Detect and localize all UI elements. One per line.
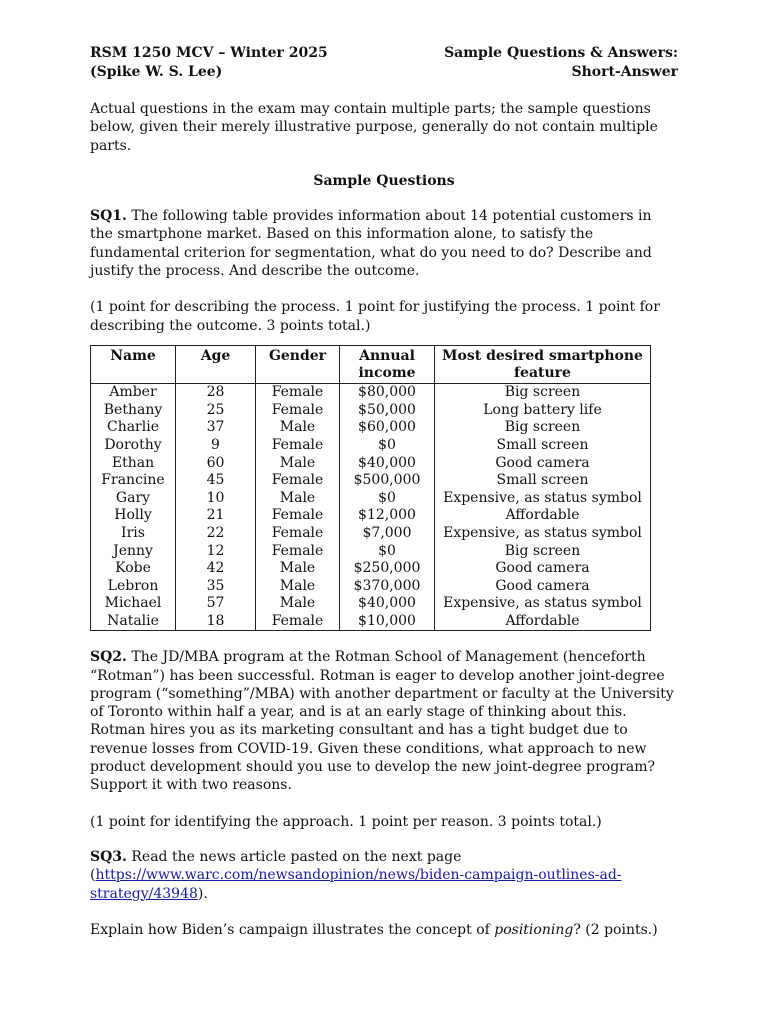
cell-income: $7,000 (340, 525, 435, 543)
cell-gender: Female (256, 525, 340, 543)
intro-paragraph: Actual questions in the exam may contain multiple parts; the sample questions below, given their merely illustrative purpose, generally do not contain multiple parts. (90, 101, 658, 154)
sq3-question-term: positioning (494, 921, 574, 938)
table-row (91, 507, 651, 525)
sq2-points: (1 point for identifying the approach. 1 point per reason. 3 points total.) (90, 813, 602, 830)
table-row (91, 613, 651, 631)
document-title: Sample Questions & Answers: (444, 45, 678, 61)
cell-feature: Expensive, as status symbol (435, 525, 651, 543)
cell-income: $40,000 (340, 595, 435, 613)
table-row (91, 437, 651, 455)
sq1-label: SQ1. (90, 208, 127, 225)
sq3-label: SQ3. (90, 848, 127, 865)
cell-income: $370,000 (340, 578, 435, 596)
cell-name: Kobe (91, 560, 176, 578)
cell-name: Dorothy (91, 437, 176, 455)
cell-income: $10,000 (340, 613, 435, 631)
cell-income: $0 (340, 437, 435, 455)
sq3-question (90, 921, 678, 939)
cell-age: 57 (176, 595, 256, 613)
table-row (91, 383, 651, 401)
cell-age: 60 (176, 454, 256, 472)
cell-income: $80,000 (340, 383, 435, 401)
header-age: Age (176, 345, 256, 383)
cell-income: $50,000 (340, 402, 435, 420)
cell-income: $60,000 (340, 419, 435, 437)
cell-gender: Female (256, 472, 340, 490)
cell-name: Jenny (91, 542, 176, 560)
table-row (91, 454, 651, 472)
cell-age: 37 (176, 419, 256, 437)
sq1-paragraph (90, 207, 678, 280)
sq2-paragraph (90, 648, 678, 794)
cell-name: Holly (91, 507, 176, 525)
cell-income: $250,000 (340, 560, 435, 578)
cell-gender: Male (256, 490, 340, 508)
sq3-question-start: Explain how Biden’s campaign illustrates the concept of (90, 921, 495, 938)
sq2-text: The JD/MBA program at the Rotman School of Management (henceforth “Rotman”) has been successful. Rotman is eager to develop another joint-degree program (“something”/MBA) with another department or faculty at the University of Toronto within half a year, and is at an early stage of thinking about this. Rotman hires you as its marketing consultant and has a tight budget due to revenue losses from COVID-19. Given these conditions, what approach to new product development should you use to develop the new joint-degree program? Support it with two reasons. (90, 649, 674, 794)
cell-age: 28 (176, 383, 256, 401)
cell-age: 12 (176, 542, 256, 560)
cell-age: 9 (176, 437, 256, 455)
cell-gender: Female (256, 507, 340, 525)
cell-feature: Expensive, as status symbol (435, 595, 651, 613)
cell-age: 45 (176, 472, 256, 490)
cell-gender: Female (256, 383, 340, 401)
customer-table (90, 345, 651, 631)
cell-age: 10 (176, 490, 256, 508)
cell-gender: Female (256, 542, 340, 560)
cell-income: $0 (340, 490, 435, 508)
section-title: Sample Questions (313, 172, 455, 189)
cell-feature: Big screen (435, 542, 651, 560)
cell-name: Natalie (91, 613, 176, 631)
table-row (91, 472, 651, 490)
course-title: RSM 1250 MCV – Winter 2025 (90, 45, 328, 61)
cell-income: $12,000 (340, 507, 435, 525)
table-row (91, 402, 651, 420)
sq2-label: SQ2. (90, 649, 127, 666)
cell-feature: Expensive, as status symbol (435, 490, 651, 508)
cell-name: Bethany (91, 402, 176, 420)
cell-feature: Long battery life (435, 402, 651, 420)
cell-gender: Male (256, 578, 340, 596)
table-header-row (91, 345, 651, 383)
cell-name: Michael (91, 595, 176, 613)
cell-name: Charlie (91, 419, 176, 437)
table-row (91, 542, 651, 560)
cell-feature: Good camera (435, 560, 651, 578)
cell-name: Lebron (91, 578, 176, 596)
cell-gender: Male (256, 560, 340, 578)
cell-feature: Big screen (435, 383, 651, 401)
cell-income: $500,000 (340, 472, 435, 490)
document-subtitle: Short-Answer (571, 64, 678, 80)
table-body (91, 383, 651, 630)
header-left (90, 44, 328, 82)
cell-name: Ethan (91, 454, 176, 472)
header-feature: Most desired smartphone feature (435, 345, 651, 383)
cell-name: Iris (91, 525, 176, 543)
cell-name: Amber (91, 383, 176, 401)
table-row (91, 490, 651, 508)
sq3-text: Read the news article pasted on the next page ( (90, 848, 462, 884)
header-name: Name (91, 345, 176, 383)
cell-age: 25 (176, 402, 256, 420)
sq3-paragraph (90, 848, 678, 903)
cell-gender: Male (256, 419, 340, 437)
header-income: Annual income (340, 345, 435, 383)
table-row (91, 419, 651, 437)
cell-income: $0 (340, 542, 435, 560)
sq1-points: (1 point for describing the process. 1 point for justifying the process. 1 point for describing the outcome. 3 points total.) (90, 299, 660, 334)
cell-gender: Male (256, 595, 340, 613)
cell-gender: Female (256, 402, 340, 420)
cell-gender: Female (256, 437, 340, 455)
cell-feature: Affordable (435, 507, 651, 525)
cell-age: 42 (176, 560, 256, 578)
table-row (91, 525, 651, 543)
cell-name: Francine (91, 472, 176, 490)
document-header (90, 44, 678, 82)
cell-feature: Small screen (435, 437, 651, 455)
cell-age: 21 (176, 507, 256, 525)
header-gender: Gender (256, 345, 340, 383)
table-row (91, 595, 651, 613)
instructor-name: (Spike W. S. Lee) (90, 64, 223, 80)
cell-gender: Female (256, 613, 340, 631)
cell-age: 18 (176, 613, 256, 631)
article-link[interactable]: https://www.warc.com/newsandopinion/news/biden-campaign-outlines-ad-strategy/43948 (90, 867, 622, 902)
cell-feature: Good camera (435, 578, 651, 596)
cell-feature: Small screen (435, 472, 651, 490)
cell-name: Gary (91, 490, 176, 508)
sq1-text: The following table provides information about 14 potential customers in the smartphone market. Based on this information alone, to satisfy the fundamental criterion for segmentation, what do you need to do? Describe and justify the process. And describe the outcome. (90, 208, 652, 280)
cell-gender: Male (256, 454, 340, 472)
sq3-text-end: ). (197, 885, 208, 902)
cell-income: $40,000 (340, 454, 435, 472)
header-right (444, 44, 678, 82)
cell-feature: Good camera (435, 454, 651, 472)
cell-feature: Affordable (435, 613, 651, 631)
table-row (91, 578, 651, 596)
table-row (91, 560, 651, 578)
sq3-question-end: ? (2 points.) (573, 921, 658, 938)
cell-feature: Big screen (435, 419, 651, 437)
cell-age: 22 (176, 525, 256, 543)
document-page (90, 44, 678, 939)
cell-age: 35 (176, 578, 256, 596)
